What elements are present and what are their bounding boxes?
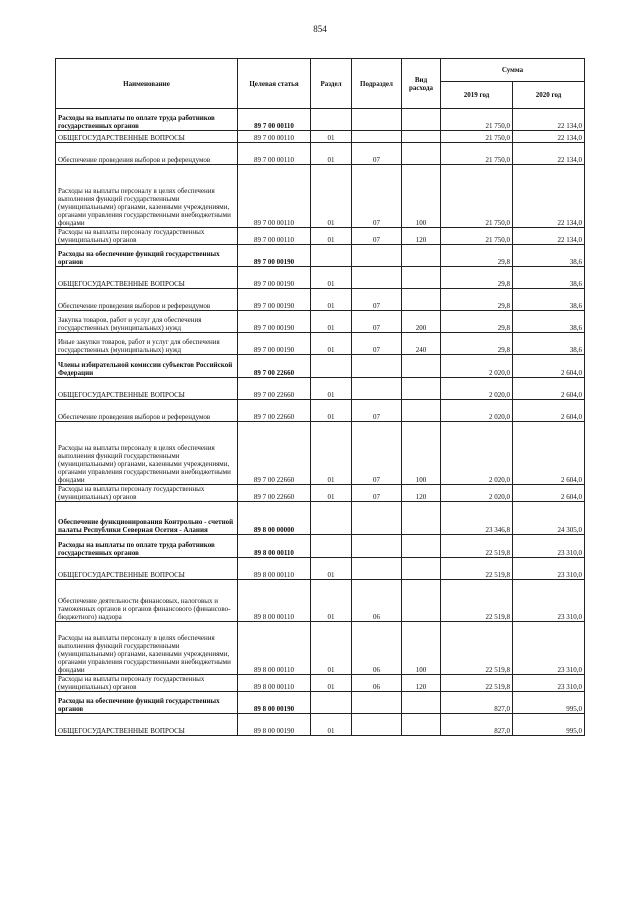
row-subsection <box>352 535 402 558</box>
row-subsection <box>352 502 402 535</box>
row-sum-2020: 23 310,0 <box>513 675 585 692</box>
table-row <box>56 378 585 400</box>
row-section: 01 <box>311 485 352 502</box>
row-target-code: 89 7 00 22660 <box>238 422 311 485</box>
table-row <box>56 228 585 245</box>
row-name: ОБЩЕГОСУДАРСТВЕННЫЕ ВОПРОСЫ <box>56 378 238 400</box>
row-target-code: 89 8 00 00110 <box>238 535 311 558</box>
budget-table <box>55 58 585 736</box>
row-expense-type: 100 <box>402 165 441 228</box>
row-subsection: 07 <box>352 485 402 502</box>
row-subsection: 07 <box>352 400 402 422</box>
row-subsection <box>352 558 402 580</box>
row-expense-type: 120 <box>402 228 441 245</box>
row-sum-2020: 2 604,0 <box>513 485 585 502</box>
row-section: 01 <box>311 675 352 692</box>
row-sum-2019: 22 519,8 <box>441 622 513 675</box>
table-row <box>56 355 585 378</box>
table-row <box>56 692 585 714</box>
row-target-code: 89 8 00 00110 <box>238 580 311 622</box>
row-sum-2020: 995,0 <box>513 692 585 714</box>
row-section: 01 <box>311 400 352 422</box>
row-sum-2019: 29,8 <box>441 267 513 289</box>
table-row <box>56 267 585 289</box>
row-expense-type <box>402 267 441 289</box>
row-name: Расходы на обеспечение функций государственных органов <box>56 245 238 267</box>
row-subsection <box>352 355 402 378</box>
row-subsection <box>352 267 402 289</box>
row-expense-type: 200 <box>402 311 441 333</box>
table-row <box>56 165 585 228</box>
row-sum-2019: 23 346,8 <box>441 502 513 535</box>
row-section <box>311 692 352 714</box>
table-row <box>56 289 585 311</box>
row-sum-2020: 24 305,0 <box>513 502 585 535</box>
row-section: 01 <box>311 580 352 622</box>
row-target-code: 89 7 00 22660 <box>238 485 311 502</box>
table-header <box>56 59 585 109</box>
row-sum-2019: 2 020,0 <box>441 355 513 378</box>
row-sum-2020: 22 134,0 <box>513 131 585 143</box>
row-section: 01 <box>311 714 352 736</box>
row-sum-2019: 22 519,8 <box>441 535 513 558</box>
row-target-code: 89 7 00 00110 <box>238 109 311 131</box>
table-row <box>56 422 585 485</box>
row-sum-2020: 38,6 <box>513 289 585 311</box>
row-sum-2019: 827,0 <box>441 714 513 736</box>
row-expense-type <box>402 535 441 558</box>
row-name: Обеспечение проведения выборов и референдумов <box>56 143 238 165</box>
row-target-code: 89 7 00 00110 <box>238 131 311 143</box>
row-section: 01 <box>311 165 352 228</box>
row-name: ОБЩЕГОСУДАРСТВЕННЫЕ ВОПРОСЫ <box>56 558 238 580</box>
row-sum-2019: 21 750,0 <box>441 131 513 143</box>
row-target-code: 89 8 00 00110 <box>238 622 311 675</box>
row-section: 01 <box>311 289 352 311</box>
row-subsection: 07 <box>352 289 402 311</box>
row-sum-2020: 38,6 <box>513 333 585 355</box>
row-subsection: 06 <box>352 580 402 622</box>
table-row <box>56 485 585 502</box>
row-sum-2019: 2 020,0 <box>441 378 513 400</box>
page-number: 854 <box>313 24 327 34</box>
row-name: Расходы на выплаты персоналу государственных (муниципальных) органов <box>56 485 238 502</box>
row-section: 01 <box>311 311 352 333</box>
table-row <box>56 675 585 692</box>
table-row <box>56 580 585 622</box>
table-row <box>56 143 585 165</box>
row-expense-type <box>402 143 441 165</box>
row-sum-2020: 2 604,0 <box>513 355 585 378</box>
row-target-code: 89 7 00 00190 <box>238 333 311 355</box>
row-sum-2019: 29,8 <box>441 289 513 311</box>
row-sum-2020: 22 134,0 <box>513 143 585 165</box>
row-sum-2020: 38,6 <box>513 245 585 267</box>
row-subsection: 07 <box>352 165 402 228</box>
row-subsection <box>352 378 402 400</box>
header-target: Целевая статья <box>238 59 311 109</box>
row-subsection: 07 <box>352 228 402 245</box>
row-sum-2020: 38,6 <box>513 267 585 289</box>
row-expense-type <box>402 355 441 378</box>
table-row <box>56 558 585 580</box>
row-sum-2020: 23 310,0 <box>513 622 585 675</box>
row-expense-type: 120 <box>402 675 441 692</box>
row-sum-2019: 22 519,8 <box>441 580 513 622</box>
row-name: Расходы на обеспечение функций государственных органов <box>56 692 238 714</box>
row-target-code: 89 8 00 00110 <box>238 675 311 692</box>
row-sum-2019: 21 750,0 <box>441 143 513 165</box>
row-section: 01 <box>311 333 352 355</box>
row-expense-type <box>402 245 441 267</box>
row-sum-2020: 2 604,0 <box>513 400 585 422</box>
row-subsection: 06 <box>352 622 402 675</box>
row-target-code: 89 7 00 22660 <box>238 378 311 400</box>
row-section: 01 <box>311 143 352 165</box>
row-section: 01 <box>311 131 352 143</box>
row-sum-2019: 827,0 <box>441 692 513 714</box>
row-subsection <box>352 131 402 143</box>
row-sum-2020: 22 134,0 <box>513 228 585 245</box>
row-section: 01 <box>311 267 352 289</box>
row-section: 01 <box>311 558 352 580</box>
row-expense-type <box>402 502 441 535</box>
table-row <box>56 714 585 736</box>
table-row <box>56 622 585 675</box>
row-section <box>311 245 352 267</box>
row-section <box>311 355 352 378</box>
header-year-2020: 2020 год <box>513 82 585 109</box>
row-section: 01 <box>311 422 352 485</box>
row-target-code: 89 7 00 00110 <box>238 228 311 245</box>
row-name: ОБЩЕГОСУДАРСТВЕННЫЕ ВОПРОСЫ <box>56 131 238 143</box>
header-expense-type: Вид расхода <box>402 59 441 109</box>
row-target-code: 89 7 00 22660 <box>238 355 311 378</box>
row-sum-2019: 22 519,8 <box>441 558 513 580</box>
row-subsection <box>352 245 402 267</box>
row-sum-2019: 29,8 <box>441 333 513 355</box>
table-row <box>56 311 585 333</box>
row-subsection <box>352 109 402 131</box>
row-expense-type <box>402 378 441 400</box>
row-target-code: 89 7 00 00190 <box>238 311 311 333</box>
row-section <box>311 502 352 535</box>
row-expense-type <box>402 558 441 580</box>
row-subsection: 07 <box>352 143 402 165</box>
table-row <box>56 535 585 558</box>
row-name: Обеспечение проведения выборов и референдумов <box>56 400 238 422</box>
row-name: ОБЩЕГОСУДАРСТВЕННЫЕ ВОПРОСЫ <box>56 714 238 736</box>
row-name: Обеспечение функционирования Контрольно - счетной палаты Республики Северная Осетия - Алания <box>56 502 238 535</box>
row-expense-type <box>402 714 441 736</box>
row-sum-2020: 22 134,0 <box>513 109 585 131</box>
row-sum-2019: 2 020,0 <box>441 422 513 485</box>
row-sum-2020: 23 310,0 <box>513 535 585 558</box>
row-expense-type: 120 <box>402 485 441 502</box>
row-sum-2020: 995,0 <box>513 714 585 736</box>
row-sum-2020: 22 134,0 <box>513 165 585 228</box>
row-section <box>311 535 352 558</box>
row-target-code: 89 8 00 00190 <box>238 714 311 736</box>
row-target-code: 89 7 00 00110 <box>238 165 311 228</box>
table-row <box>56 245 585 267</box>
header-sum: Сумма <box>441 59 585 82</box>
row-sum-2020: 23 310,0 <box>513 580 585 622</box>
row-sum-2019: 2 020,0 <box>441 485 513 502</box>
row-sum-2020: 2 604,0 <box>513 378 585 400</box>
row-sum-2019: 29,8 <box>441 311 513 333</box>
row-target-code: 89 8 00 00190 <box>238 692 311 714</box>
row-name: Иные закупки товаров, работ и услуг для обеспечения государственных (муниципальных) нужд <box>56 333 238 355</box>
row-section: 01 <box>311 378 352 400</box>
row-subsection: 07 <box>352 333 402 355</box>
row-subsection <box>352 692 402 714</box>
row-section: 01 <box>311 228 352 245</box>
row-name: Обеспечение проведения выборов и референдумов <box>56 289 238 311</box>
table-row <box>56 131 585 143</box>
row-name: Расходы на выплаты персоналу государственных (муниципальных) органов <box>56 675 238 692</box>
row-name: ОБЩЕГОСУДАРСТВЕННЫЕ ВОПРОСЫ <box>56 267 238 289</box>
row-sum-2020: 38,6 <box>513 311 585 333</box>
row-expense-type <box>402 289 441 311</box>
table-row <box>56 333 585 355</box>
row-section: 01 <box>311 622 352 675</box>
row-target-code: 89 8 00 00110 <box>238 558 311 580</box>
row-sum-2019: 2 020,0 <box>441 400 513 422</box>
header-subsection: Подраздел <box>352 59 402 109</box>
row-name: Расходы на выплаты персоналу государственных (муниципальных) органов <box>56 228 238 245</box>
row-sum-2019: 21 750,0 <box>441 109 513 131</box>
row-target-code: 89 7 00 00190 <box>238 267 311 289</box>
row-sum-2019: 29,8 <box>441 245 513 267</box>
table-body <box>56 109 585 736</box>
row-name: Члены избирательной комиссии субъектов Российской Федерации <box>56 355 238 378</box>
row-expense-type <box>402 109 441 131</box>
row-expense-type <box>402 580 441 622</box>
table-row <box>56 400 585 422</box>
row-target-code: 89 7 00 00190 <box>238 289 311 311</box>
row-name: Расходы на выплаты по оплате труда работников государственных органов <box>56 109 238 131</box>
table-row <box>56 502 585 535</box>
header-name: Наименование <box>56 59 238 109</box>
row-name: Расходы на выплаты персоналу в целях обеспечения выполнения функций государственными (муниципальными) органами, казенными учреждениями, органами управления государственными внебюджетными фондами <box>56 165 238 228</box>
row-expense-type <box>402 692 441 714</box>
row-subsection: 07 <box>352 422 402 485</box>
row-target-code: 89 7 00 00190 <box>238 245 311 267</box>
row-expense-type <box>402 400 441 422</box>
row-name: Расходы на выплаты по оплате труда работников государственных органов <box>56 535 238 558</box>
row-target-code: 89 7 00 00110 <box>238 143 311 165</box>
row-sum-2019: 22 519,8 <box>441 675 513 692</box>
row-expense-type: 100 <box>402 422 441 485</box>
header-year-2019: 2019 год <box>441 82 513 109</box>
row-target-code: 89 8 00 00000 <box>238 502 311 535</box>
row-expense-type: 240 <box>402 333 441 355</box>
row-expense-type: 100 <box>402 622 441 675</box>
row-sum-2019: 21 750,0 <box>441 165 513 228</box>
row-name: Обеспечение деятельности финансовых, налоговых и таможенных органов и органов финансового (финансово-бюджетного) надзора <box>56 580 238 622</box>
table-row <box>56 109 585 131</box>
row-subsection <box>352 714 402 736</box>
row-sum-2020: 2 604,0 <box>513 422 585 485</box>
row-sum-2020: 23 310,0 <box>513 558 585 580</box>
row-subsection: 06 <box>352 675 402 692</box>
row-sum-2019: 21 750,0 <box>441 228 513 245</box>
row-name: Закупка товаров, работ и услуг для обеспечения государственных (муниципальных) нужд <box>56 311 238 333</box>
row-section <box>311 109 352 131</box>
row-subsection: 07 <box>352 311 402 333</box>
header-section: Раздел <box>311 59 352 109</box>
row-target-code: 89 7 00 22660 <box>238 400 311 422</box>
row-expense-type <box>402 131 441 143</box>
row-name: Расходы на выплаты персоналу в целях обеспечения выполнения функций государственными (муниципальными) органами, казенными учреждениями, органами управления государственными внебюджетными фондами <box>56 622 238 675</box>
row-name: Расходы на выплаты персоналу в целях обеспечения выполнения функций государственными (муниципальными) органами, казенными учреждениями, органами управления государственными внебюджетными фондами <box>56 422 238 485</box>
